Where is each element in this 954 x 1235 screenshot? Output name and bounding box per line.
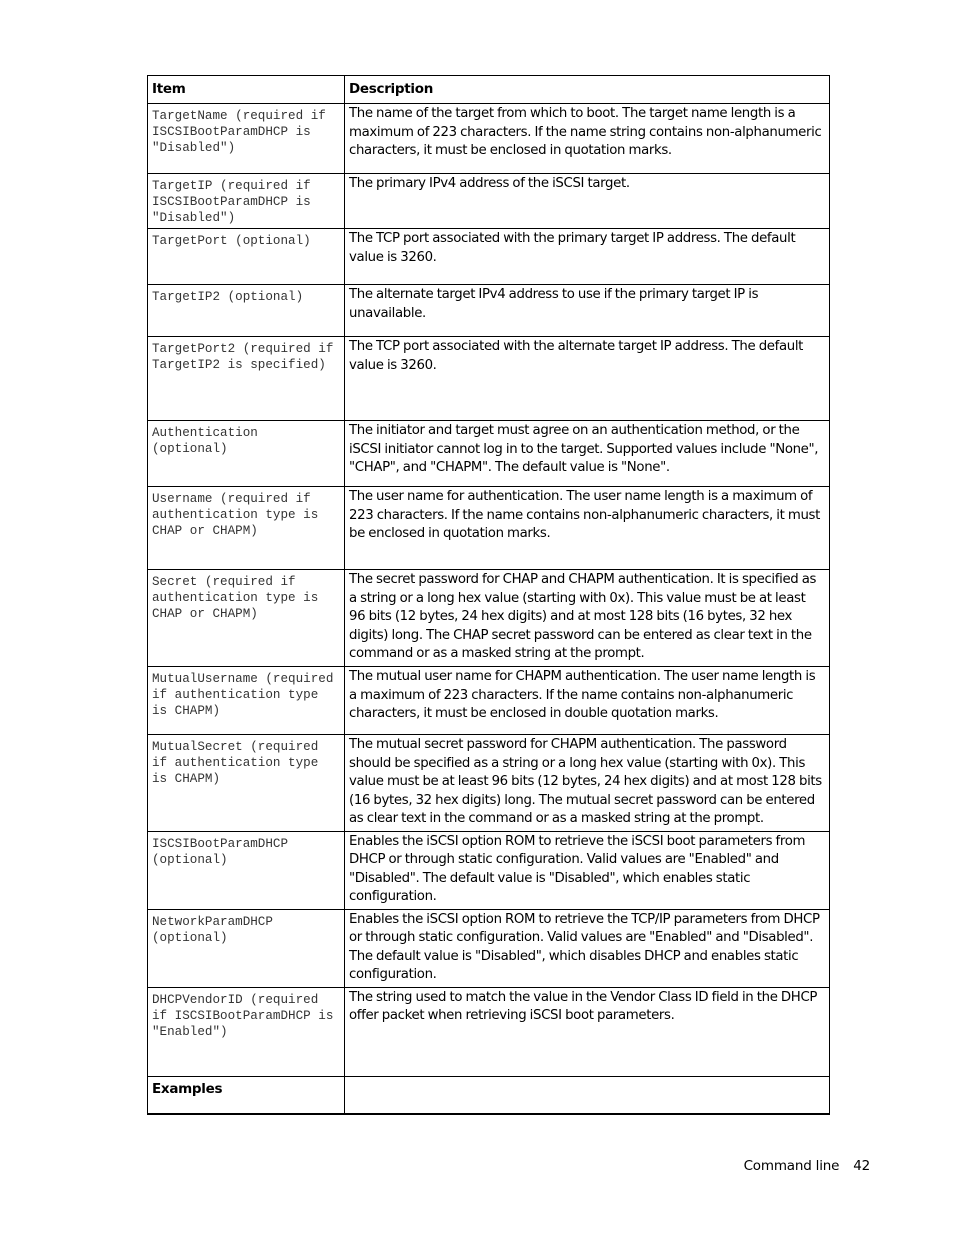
examples-label: Examples: [148, 1076, 345, 1114]
table-row: [148, 735, 830, 832]
table-row: [148, 570, 830, 667]
table-header-row: [148, 76, 830, 104]
table-row: [148, 831, 830, 909]
row-description: Enables the iSCSI option ROM to retrieve the TCP/IP parameters from DHCP or through static configuration. Valid values are "Enabled" and "Disabled". The default value is "Disabled", which disables DHCP and enables static configuration.: [345, 909, 830, 987]
table-row: [148, 421, 830, 487]
row-item: TargetIP2 (optional): [148, 285, 345, 337]
row-description: The user name for authentication. The user name length is a maximum of 223 characters. If the name contains non-alphanumeric characters, it must be enclosed in quotation marks.: [345, 487, 830, 570]
examples-row: [148, 1076, 830, 1114]
row-description: The TCP port associated with the primary target IP address. The default value is 3260.: [345, 229, 830, 285]
row-item: DHCPVendorID (required if ISCSIBootParamDHCP is "Enabled"): [148, 987, 345, 1076]
column-header-item: Item: [148, 76, 345, 104]
page-number: 42: [853, 1158, 870, 1174]
row-item: NetworkParamDHCP (optional): [148, 909, 345, 987]
row-item: Username (required if authentication type is CHAP or CHAPM): [148, 487, 345, 570]
table-row: [148, 229, 830, 285]
table-row: [148, 174, 830, 229]
row-description: The mutual secret password for CHAPM authentication. The password should be specified as a string or a long hex value (starting with 0x). This value must be at least 96 bits (12 bytes, 24 hex digits) and at most 128 bits (16 bytes, 32 hex digits) long. The mutual secret password can be entered as clear text in the command or as a masked string at the prompt.: [345, 735, 830, 832]
row-item: TargetName (required if ISCSIBootParamDHCP is "Disabled"): [148, 104, 345, 174]
page-footer: [600, 1158, 870, 1174]
row-description: The primary IPv4 address of the iSCSI target.: [345, 174, 830, 229]
table-row: [148, 487, 830, 570]
row-item: Authentication (optional): [148, 421, 345, 487]
row-description: The initiator and target must agree on an authentication method, or the iSCSI initiator cannot log in to the target. Supported values include "None", "CHAP", and "CHAPM". The default value is "None".: [345, 421, 830, 487]
row-description: The name of the target from which to boot. The target name length is a maximum of 223 characters. If the name string contains non-alphanumeric characters, it must be enclosed in quotation marks.: [345, 104, 830, 174]
footer-section-title: Command line: [743, 1158, 840, 1174]
row-description: Enables the iSCSI option ROM to retrieve the iSCSI boot parameters from DHCP or through static configuration. Valid values are "Enabled" and "Disabled". The default value is "Disabled", which enables static configuration.: [345, 831, 830, 909]
row-description: The TCP port associated with the alternate target IP address. The default value is 3260.: [345, 337, 830, 421]
table-row: [148, 337, 830, 421]
row-description: The secret password for CHAP and CHAPM authentication. It is specified as a string or a long hex value (starting with 0x). This value must be at least 96 bits (12 bytes, 24 hex digits) and at most 128 bits (16 bytes, 32 hex digits) long. The CHAP secret password can be entered as clear text in the command or as a masked string at the prompt.: [345, 570, 830, 667]
table-row: [148, 987, 830, 1076]
row-item: Secret (required if authentication type is CHAP or CHAPM): [148, 570, 345, 667]
table-row: [148, 285, 830, 337]
row-item: ISCSIBootParamDHCP (optional): [148, 831, 345, 909]
row-item: MutualUsername (required if authentication type is CHAPM): [148, 667, 345, 735]
row-description: The alternate target IPv4 address to use if the primary target IP is unavailable.: [345, 285, 830, 337]
row-description: The string used to match the value in the Vendor Class ID field in the DHCP offer packet when retrieving iSCSI boot parameters.: [345, 987, 830, 1076]
table-row: [148, 909, 830, 987]
column-header-description: Description: [345, 76, 830, 104]
table-row: [148, 104, 830, 174]
row-item: TargetIP (required if ISCSIBootParamDHCP is "Disabled"): [148, 174, 345, 229]
row-item: TargetPort (optional): [148, 229, 345, 285]
row-item: MutualSecret (required if authentication type is CHAPM): [148, 735, 345, 832]
table-row: [148, 667, 830, 735]
examples-content: [345, 1076, 830, 1114]
row-item: TargetPort2 (required if TargetIP2 is specified): [148, 337, 345, 421]
row-description: The mutual user name for CHAPM authentication. The user name length is a maximum of 223 characters. If the name contains non-alphanumeric characters, it must be enclosed in double quotation marks.: [345, 667, 830, 735]
parameter-table: [147, 75, 830, 1115]
